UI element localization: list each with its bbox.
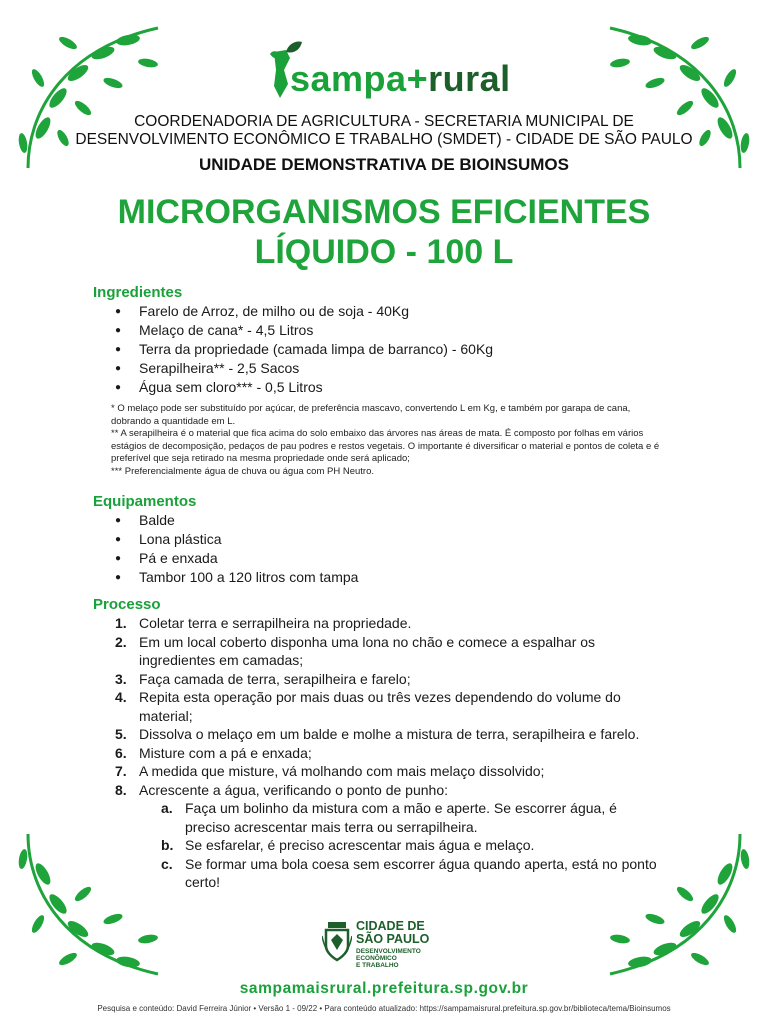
process-step: 8. Acrescente a água, verificando o ponto de punho: a. Faça um bolinho da mistura com a mão e aperte. Se escorrer água, é preciso acrescentar mais terra ou serrapilheira. b. Se esfarelar, é preciso acrescentar mais água e melaço. c. Se formar uma bola coesa sem escorrer água quando aperta, está no ponto certo!: [93, 781, 663, 892]
note-2: ** A serapilheira é o material que fica acima do solo embaixo das árvores nas áreas de mata. É composto por folhas em vários estágios de decomposição, pedaços de pau podres e restos vegetais. O importante é diversificar o material e pontos de coleta e é preferível que seja retirado na mesma propriedade onde será aplicado;: [111, 428, 660, 464]
list-item: ● Farelo de Arroz, de milho ou de soja - 40Kg: [115, 303, 410, 319]
process-step: 4. Repita esta operação por mais duas ou três vezes dependendo do volume do material;: [115, 689, 621, 724]
sao-paulo-city-logo: [322, 918, 452, 976]
org-line-1: COORDENADORIA DE AGRICULTURA - SECRETARIA MUNICIPAL DE: [134, 113, 634, 130]
process-step: 7. A medida que misture, vá molhando com mais melaço dissolvido;: [115, 763, 545, 779]
process-substep: c. Se formar uma bola coesa sem escorrer água quando aperta, está no ponto certo!: [161, 855, 657, 890]
unit-title: UNIDADE DEMONSTRATIVA DE BIOINSUMOS: [199, 155, 569, 174]
city-line-5: E TRABALHO: [356, 962, 399, 969]
city-line-2: SÃO PAULO: [356, 932, 430, 946]
process-section: [93, 596, 663, 892]
list-item: ● Balde: [115, 512, 175, 528]
process-steps: [93, 614, 663, 892]
note-1: * O melaço pode ser substituído por açúcar, de preferência mascavo, convertendo L em Kg, e também por garapa de cana, dobrando a quantidade em L.: [111, 403, 631, 427]
process-step: 2. Em um local coberto disponha uma lona no chão e comece a espalhar os ingredientes em camadas;: [115, 633, 596, 668]
process-substeps: [139, 799, 663, 892]
ingredients-heading: Ingredientes: [93, 284, 183, 301]
list-item: ● Tambor 100 a 120 litros com tampa: [115, 569, 359, 585]
org-line-2: DESENVOLVIMENTO ECONÔMICO E TRABALHO (SMDET) - CIDADE DE SÃO PAULO: [75, 131, 693, 148]
title-line-1: MICRORGANISMOS EFICIENTES: [117, 193, 651, 231]
process-heading: Processo: [93, 596, 161, 613]
process-substep: b. Se esfarelar, é preciso acrescentar mais água e melaço.: [161, 837, 535, 853]
list-item: ● Lona plástica: [115, 531, 222, 547]
page-title: [60, 192, 708, 272]
process-substep: a. Faça um bolinho da mistura com a mão e aperte. Se escorrer água, é preciso acrescentar mais terra ou serrapilheira.: [161, 800, 617, 835]
city-line-3: DESENVOLVIMENTO: [356, 948, 421, 955]
list-item: ● Pá e enxada: [115, 550, 218, 566]
sampa-rural-logo: [268, 38, 538, 106]
process-step: 6. Misture com a pá e enxada;: [115, 744, 312, 761]
list-item: ● Terra da propriedade (camada limpa de barranco) - 60Kg: [115, 341, 494, 357]
website-url: sampamaisrural.prefeitura.sp.gov.br: [239, 980, 529, 997]
list-item: ● Melaço de cana* - 4,5 Litros: [115, 322, 314, 338]
leaf-ornament-top-right: [590, 8, 760, 178]
note-3: *** Preferencialmente água de chuva ou água com PH Neutro.: [111, 465, 374, 477]
ingredients-list: [93, 302, 693, 397]
list-item: ● Serapilheira** - 2,5 Sacos: [115, 360, 300, 376]
credits-line: Pesquisa e conteúdo: David Ferreira Júnior • Versão 1 - 09/22 • Para conteúdo atualizado: https://sampamaisrural.prefeitura.sp.gov.br/biblioteca/tema/Bioinsumos: [97, 1004, 671, 1013]
city-coat-of-arms-icon: [322, 922, 352, 962]
city-line-4: ECONÔMICO: [356, 955, 397, 962]
equipment-heading: Equipamentos: [93, 493, 197, 510]
process-step: 1. Coletar terra e serrapilheira na propriedade.: [115, 615, 412, 631]
logo-wordmark: sampa+rural: [290, 58, 511, 99]
list-item: ● Água sem cloro*** - 0,5 Litros: [115, 379, 323, 395]
process-step: 3. Faça camada de terra, serapilheira e farelo;: [115, 670, 411, 687]
organization-header: [60, 113, 708, 149]
leaf-ornament-top-left: [8, 8, 178, 178]
equipment-list: [93, 511, 693, 587]
city-line-1: CIDADE DE: [356, 919, 425, 933]
ingredient-notes: [93, 403, 671, 478]
ingredients-section: [93, 284, 693, 478]
process-step: 5. Dissolva o melaço em um balde e molhe a mistura de terra, serapilheira e farelo.: [115, 726, 640, 742]
title-line-2: LÍQUIDO - 100 L: [254, 233, 514, 271]
equipment-section: [93, 493, 693, 587]
